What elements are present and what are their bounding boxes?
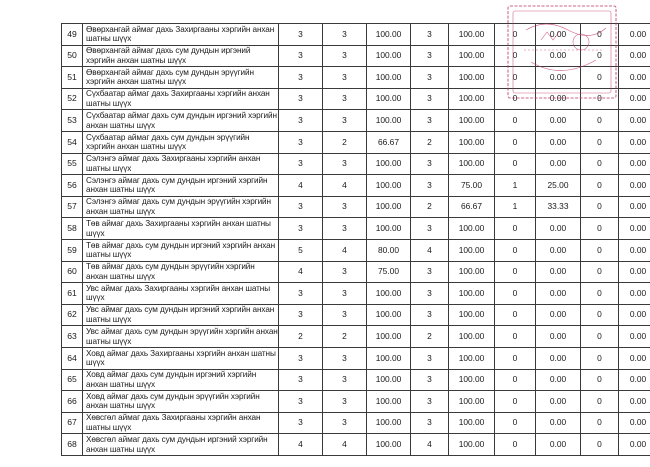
value-cell-c1: 5 (279, 239, 323, 261)
value-cell-c3: 100.00 (367, 283, 411, 305)
court-name-cell: Хөвсгөл аймаг дахь сум дундын иргэний хэргийн анхан шатны шүүх (83, 434, 279, 456)
value-cell-c8: 0 (581, 45, 619, 67)
court-name-cell: Увс аймаг дахь сум дундын иргэний хэргийн анхан шатны шүүх (83, 304, 279, 326)
table-row (62, 369, 650, 391)
value-cell-c8: 0 (581, 218, 619, 240)
table-row (62, 347, 650, 369)
table-row (62, 434, 650, 456)
value-cell-c4: 3 (411, 369, 449, 391)
value-cell-c1: 3 (279, 347, 323, 369)
value-cell-c3: 66.67 (367, 131, 411, 153)
value-cell-c5: 100.00 (449, 369, 495, 391)
value-cell-c2: 4 (323, 434, 367, 456)
value-cell-c1: 4 (279, 175, 323, 197)
value-cell-c2: 3 (323, 304, 367, 326)
value-cell-c4: 3 (411, 175, 449, 197)
value-cell-c9: 0.00 (619, 131, 650, 153)
value-cell-c6: 1 (495, 175, 536, 197)
value-cell-c8: 0 (581, 369, 619, 391)
value-cell-c5: 100.00 (449, 88, 495, 110)
value-cell-c1: 3 (279, 412, 323, 434)
value-cell-c4: 3 (411, 261, 449, 283)
value-cell-c7: 0.00 (536, 45, 581, 67)
value-cell-c7: 25.00 (536, 175, 581, 197)
value-cell-c7: 0.00 (536, 347, 581, 369)
value-cell-c5: 100.00 (449, 24, 495, 46)
value-cell-c3: 100.00 (367, 153, 411, 175)
value-cell-c8: 0 (581, 347, 619, 369)
value-cell-c1: 3 (279, 304, 323, 326)
court-name-cell: Сүхбаатар аймаг дахь сум дундын иргэний хэргийн анхан шатны шүүх (83, 110, 279, 132)
table-row (62, 24, 650, 46)
court-name-cell: Увс аймаг дахь Захиргааны хэргийн анхан шатны шүүх (83, 283, 279, 305)
value-cell-c5: 100.00 (449, 283, 495, 305)
value-cell-c4: 3 (411, 283, 449, 305)
value-cell-c9: 0.00 (619, 434, 650, 456)
value-cell-c9: 0.00 (619, 369, 650, 391)
table-row (62, 412, 650, 434)
value-cell-c7: 0.00 (536, 88, 581, 110)
value-cell-c9: 0.00 (619, 347, 650, 369)
value-cell-c2: 3 (323, 88, 367, 110)
row-number-cell: 51 (62, 67, 83, 89)
table-row (62, 283, 650, 305)
value-cell-c4: 3 (411, 67, 449, 89)
value-cell-c8: 0 (581, 391, 619, 413)
value-cell-c6: 0 (495, 218, 536, 240)
row-number-cell: 59 (62, 239, 83, 261)
table-row (62, 326, 650, 348)
value-cell-c9: 0.00 (619, 24, 650, 46)
value-cell-c2: 3 (323, 196, 367, 218)
value-cell-c3: 100.00 (367, 45, 411, 67)
value-cell-c2: 3 (323, 24, 367, 46)
value-cell-c1: 3 (279, 369, 323, 391)
value-cell-c6: 1 (495, 196, 536, 218)
value-cell-c3: 100.00 (367, 175, 411, 197)
value-cell-c8: 0 (581, 110, 619, 132)
value-cell-c4: 3 (411, 153, 449, 175)
value-cell-c3: 100.00 (367, 347, 411, 369)
value-cell-c3: 100.00 (367, 24, 411, 46)
value-cell-c6: 0 (495, 153, 536, 175)
value-cell-c6: 0 (495, 412, 536, 434)
court-name-cell: Хөвсгөл аймаг дахь Захиргааны хэргийн анхан шатны шүүх (83, 412, 279, 434)
value-cell-c3: 100.00 (367, 196, 411, 218)
value-cell-c6: 0 (495, 261, 536, 283)
row-number-cell: 55 (62, 153, 83, 175)
value-cell-c3: 100.00 (367, 412, 411, 434)
value-cell-c6: 0 (495, 110, 536, 132)
table-row (62, 218, 650, 240)
value-cell-c1: 3 (279, 283, 323, 305)
value-cell-c3: 100.00 (367, 434, 411, 456)
court-name-cell: Ховд аймаг дахь сум дундын иргэний хэргийн анхан шатны шүүх (83, 369, 279, 391)
row-number-cell: 54 (62, 131, 83, 153)
court-name-cell: Төв аймаг дахь Захиргааны хэргийн анхан шатны шүүх (83, 218, 279, 240)
row-number-cell: 56 (62, 175, 83, 197)
value-cell-c5: 100.00 (449, 434, 495, 456)
value-cell-c5: 100.00 (449, 347, 495, 369)
value-cell-c3: 100.00 (367, 369, 411, 391)
value-cell-c3: 75.00 (367, 261, 411, 283)
table-row (62, 153, 650, 175)
value-cell-c4: 2 (411, 326, 449, 348)
value-cell-c6: 0 (495, 434, 536, 456)
value-cell-c2: 3 (323, 347, 367, 369)
court-name-cell: Ховд аймаг дахь Захиргааны хэргийн анхан шатны шүүх (83, 347, 279, 369)
value-cell-c5: 100.00 (449, 110, 495, 132)
value-cell-c1: 3 (279, 218, 323, 240)
value-cell-c4: 4 (411, 434, 449, 456)
row-number-cell: 50 (62, 45, 83, 67)
value-cell-c3: 100.00 (367, 218, 411, 240)
value-cell-c6: 0 (495, 283, 536, 305)
value-cell-c2: 3 (323, 261, 367, 283)
value-cell-c9: 0.00 (619, 110, 650, 132)
value-cell-c8: 0 (581, 326, 619, 348)
value-cell-c8: 0 (581, 88, 619, 110)
row-number-cell: 67 (62, 412, 83, 434)
table-row (62, 261, 650, 283)
value-cell-c1: 2 (279, 326, 323, 348)
row-number-cell: 57 (62, 196, 83, 218)
value-cell-c6: 0 (495, 24, 536, 46)
value-cell-c8: 0 (581, 175, 619, 197)
value-cell-c2: 2 (323, 326, 367, 348)
row-number-cell: 65 (62, 369, 83, 391)
value-cell-c5: 100.00 (449, 45, 495, 67)
value-cell-c3: 80.00 (367, 239, 411, 261)
court-name-cell: Сүхбаатар аймаг дахь сум дундын эрүүгийн хэргийн анхан шатны шүүх (83, 131, 279, 153)
value-cell-c4: 3 (411, 304, 449, 326)
value-cell-c7: 0.00 (536, 326, 581, 348)
value-cell-c5: 100.00 (449, 67, 495, 89)
value-cell-c7: 0.00 (536, 218, 581, 240)
table-body (62, 24, 650, 456)
value-cell-c8: 0 (581, 24, 619, 46)
value-cell-c4: 3 (411, 24, 449, 46)
value-cell-c9: 0.00 (619, 67, 650, 89)
table-row (62, 45, 650, 67)
value-cell-c1: 3 (279, 45, 323, 67)
value-cell-c8: 0 (581, 196, 619, 218)
value-cell-c1: 3 (279, 131, 323, 153)
value-cell-c1: 4 (279, 261, 323, 283)
value-cell-c7: 0.00 (536, 67, 581, 89)
table-row (62, 110, 650, 132)
value-cell-c5: 100.00 (449, 218, 495, 240)
value-cell-c7: 0.00 (536, 412, 581, 434)
value-cell-c5: 100.00 (449, 239, 495, 261)
value-cell-c5: 100.00 (449, 131, 495, 153)
value-cell-c4: 3 (411, 391, 449, 413)
table-row (62, 131, 650, 153)
value-cell-c7: 0.00 (536, 434, 581, 456)
value-cell-c2: 3 (323, 45, 367, 67)
value-cell-c9: 0.00 (619, 45, 650, 67)
value-cell-c7: 0.00 (536, 391, 581, 413)
value-cell-c6: 0 (495, 304, 536, 326)
value-cell-c5: 100.00 (449, 412, 495, 434)
value-cell-c2: 3 (323, 218, 367, 240)
row-number-cell: 68 (62, 434, 83, 456)
row-number-cell: 58 (62, 218, 83, 240)
value-cell-c5: 100.00 (449, 326, 495, 348)
value-cell-c8: 0 (581, 153, 619, 175)
court-name-cell: Сэлэнгэ аймаг дахь Захиргааны хэргийн анхан шатны шүүх (83, 153, 279, 175)
table-row (62, 239, 650, 261)
value-cell-c4: 3 (411, 45, 449, 67)
value-cell-c9: 0.00 (619, 218, 650, 240)
value-cell-c8: 0 (581, 412, 619, 434)
value-cell-c2: 3 (323, 391, 367, 413)
table-row (62, 67, 650, 89)
value-cell-c8: 0 (581, 67, 619, 89)
value-cell-c7: 33.33 (536, 196, 581, 218)
value-cell-c1: 3 (279, 24, 323, 46)
court-name-cell: Өвөрхангай аймаг дахь сум дундын эрүүгийн хэргийн анхан шатны шүүх (83, 67, 279, 89)
value-cell-c7: 0.00 (536, 131, 581, 153)
court-name-cell: Ховд аймаг дахь сум дундын эрүүгийн хэргийн анхан шатны шүүх (83, 391, 279, 413)
value-cell-c9: 0.00 (619, 196, 650, 218)
value-cell-c9: 0.00 (619, 239, 650, 261)
value-cell-c2: 3 (323, 283, 367, 305)
value-cell-c3: 100.00 (367, 391, 411, 413)
court-name-cell: Төв аймаг дахь сум дундын иргэний хэргийн анхан шатны шүүх (83, 239, 279, 261)
row-number-cell: 53 (62, 110, 83, 132)
value-cell-c8: 0 (581, 283, 619, 305)
value-cell-c6: 0 (495, 326, 536, 348)
value-cell-c5: 100.00 (449, 153, 495, 175)
value-cell-c2: 3 (323, 67, 367, 89)
value-cell-c1: 3 (279, 110, 323, 132)
statistics-table (61, 23, 650, 456)
value-cell-c2: 3 (323, 110, 367, 132)
value-cell-c9: 0.00 (619, 88, 650, 110)
value-cell-c7: 0.00 (536, 24, 581, 46)
value-cell-c5: 100.00 (449, 261, 495, 283)
value-cell-c1: 3 (279, 391, 323, 413)
court-name-cell: Төв аймаг дахь сум дундын эрүүгийн хэргийн анхан шатны шүүх (83, 261, 279, 283)
value-cell-c4: 3 (411, 412, 449, 434)
value-cell-c6: 0 (495, 131, 536, 153)
court-name-cell: Өвөрхангай аймаг дахь Захиргааны хэргийн анхан шатны шүүх (83, 24, 279, 46)
value-cell-c2: 4 (323, 175, 367, 197)
value-cell-c5: 75.00 (449, 175, 495, 197)
value-cell-c5: 100.00 (449, 391, 495, 413)
value-cell-c6: 0 (495, 67, 536, 89)
value-cell-c3: 100.00 (367, 304, 411, 326)
value-cell-c5: 66.67 (449, 196, 495, 218)
value-cell-c9: 0.00 (619, 326, 650, 348)
value-cell-c4: 3 (411, 88, 449, 110)
row-number-cell: 63 (62, 326, 83, 348)
value-cell-c2: 3 (323, 153, 367, 175)
value-cell-c2: 2 (323, 131, 367, 153)
value-cell-c8: 0 (581, 131, 619, 153)
value-cell-c4: 2 (411, 131, 449, 153)
row-number-cell: 64 (62, 347, 83, 369)
table-row (62, 175, 650, 197)
value-cell-c9: 0.00 (619, 304, 650, 326)
value-cell-c4: 3 (411, 347, 449, 369)
value-cell-c9: 0.00 (619, 175, 650, 197)
court-name-cell: Увс аймаг дахь сум дундын эрүүгийн хэргийн анхан шатны шүүх (83, 326, 279, 348)
value-cell-c6: 0 (495, 369, 536, 391)
value-cell-c8: 0 (581, 261, 619, 283)
value-cell-c9: 0.00 (619, 412, 650, 434)
court-name-cell: Өвөрхангай аймаг дахь сум дундын иргэний хэргийн анхан шатны шүүх (83, 45, 279, 67)
value-cell-c9: 0.00 (619, 283, 650, 305)
value-cell-c7: 0.00 (536, 369, 581, 391)
row-number-cell: 66 (62, 391, 83, 413)
value-cell-c9: 0.00 (619, 261, 650, 283)
value-cell-c7: 0.00 (536, 239, 581, 261)
value-cell-c4: 4 (411, 239, 449, 261)
value-cell-c5: 100.00 (449, 304, 495, 326)
value-cell-c3: 100.00 (367, 88, 411, 110)
value-cell-c7: 0.00 (536, 283, 581, 305)
value-cell-c1: 3 (279, 196, 323, 218)
value-cell-c3: 100.00 (367, 326, 411, 348)
value-cell-c7: 0.00 (536, 261, 581, 283)
court-name-cell: Сэлэнгэ аймаг дахь сум дундын иргэний хэргийн анхан шатны шүүх (83, 175, 279, 197)
court-name-cell: Сэлэнгэ аймаг дахь сум дундын эрүүгийн хэргийн анхан шатны шүүх (83, 196, 279, 218)
value-cell-c8: 0 (581, 304, 619, 326)
row-number-cell: 62 (62, 304, 83, 326)
value-cell-c8: 0 (581, 239, 619, 261)
table-row (62, 304, 650, 326)
value-cell-c1: 3 (279, 88, 323, 110)
table-row (62, 196, 650, 218)
value-cell-c7: 0.00 (536, 304, 581, 326)
row-number-cell: 60 (62, 261, 83, 283)
table-row (62, 391, 650, 413)
value-cell-c6: 0 (495, 239, 536, 261)
value-cell-c1: 4 (279, 434, 323, 456)
value-cell-c6: 0 (495, 391, 536, 413)
value-cell-c2: 3 (323, 412, 367, 434)
row-number-cell: 52 (62, 88, 83, 110)
value-cell-c4: 3 (411, 218, 449, 240)
value-cell-c3: 100.00 (367, 110, 411, 132)
table-row (62, 88, 650, 110)
value-cell-c2: 3 (323, 369, 367, 391)
court-name-cell: Сүхбаатар аймаг дахь Захиргааны хэргийн анхан шатны шүүх (83, 88, 279, 110)
row-number-cell: 49 (62, 24, 83, 46)
value-cell-c4: 2 (411, 196, 449, 218)
value-cell-c6: 0 (495, 45, 536, 67)
value-cell-c9: 0.00 (619, 391, 650, 413)
row-number-cell: 61 (62, 283, 83, 305)
value-cell-c1: 3 (279, 67, 323, 89)
value-cell-c2: 4 (323, 239, 367, 261)
value-cell-c6: 0 (495, 347, 536, 369)
value-cell-c9: 0.00 (619, 153, 650, 175)
value-cell-c1: 3 (279, 153, 323, 175)
value-cell-c3: 100.00 (367, 67, 411, 89)
value-cell-c7: 0.00 (536, 110, 581, 132)
value-cell-c4: 3 (411, 110, 449, 132)
value-cell-c8: 0 (581, 434, 619, 456)
value-cell-c6: 0 (495, 88, 536, 110)
value-cell-c7: 0.00 (536, 153, 581, 175)
